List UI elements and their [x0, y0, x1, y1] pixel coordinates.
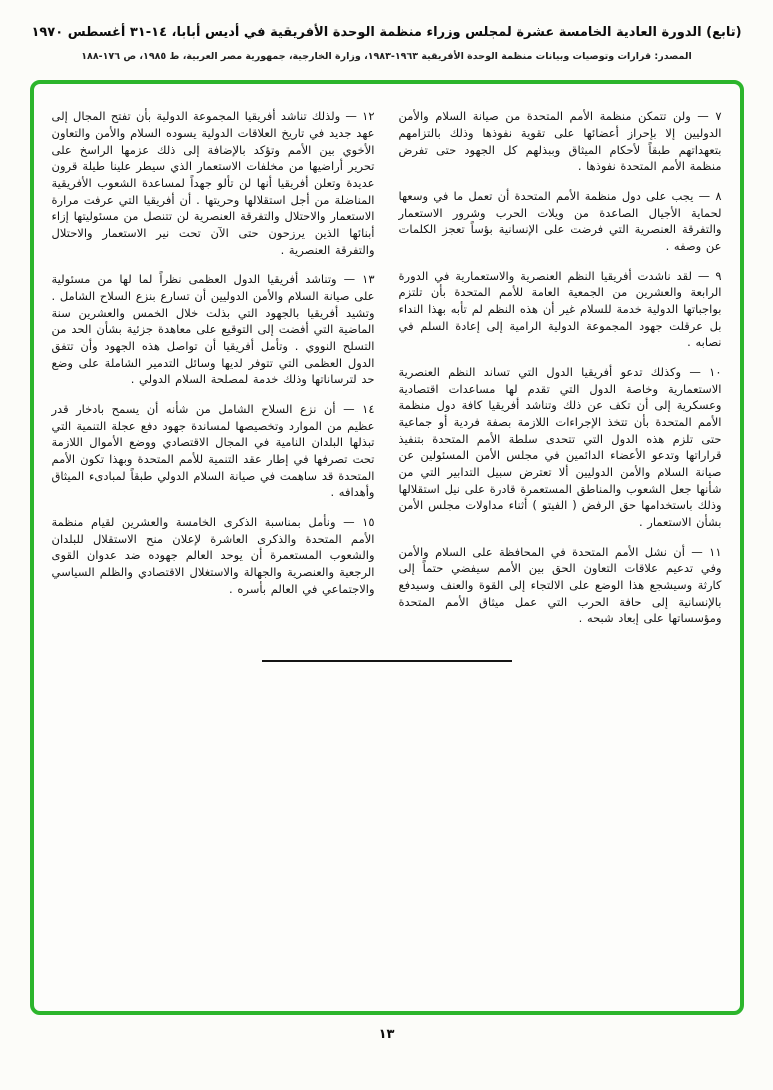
- paragraph-9: ٩ — لقد ناشدت أفريقيا النظم العنصرية والاستعمارية في الدورة الرابعة والعشرين من الجمعية العامة للأمم المتحدة بأن تلتزم بواجباتها الدولية خدمة للسلام غير أن هذه النظم لم تأبه بهذا النداء بل عرقلت جهود المجموعة الدولية الرامية إلى إعادة السلم في نصابه .: [398, 268, 722, 350]
- paragraph-15: ١٥ — ونأمل بمناسبة الذكرى الخامسة والعشرين لقيام منظمة الأمم المتحدة والذكرى العاشرة لإعلان منح الاستقلال للبلدان والشعوب المستعمرة أن يوحد العالم جهوده ضد عدوان القوى الرجعية والعنصرية والجهالة والاستغلال الاقتصادي والظلم السياسي والاجتماعي في العالم بأسره .: [51, 514, 375, 596]
- paragraph-8: ٨ — يجب على دول منظمة الأمم المتحدة أن تعمل ما في وسعها لحماية الأجيال الصاعدة من ويلات الحرب وشرور الاستعمار والتفرقة العنصرية التي فرضت على الإنسانية بؤساً تعجز الكلمات عن وصفه .: [398, 188, 722, 253]
- document-title: (تابع) الدورة العادية الخامسة عشرة لمجلس وزراء منظمة الوحدة الأفريقية في أديس أبابا، ١٤-٣١ أغسطس ١٩٧٠: [31, 25, 742, 40]
- paragraph-11: ١١ — أن نشل الأمم المتحدة في المحافظة على السلام والأمن وفي تدعيم علاقات التعاون الحق بين الأمم سيفضي حتماً إلى كارثة وسيشجع هذا الوضع على الالتجاء إلى القوة والعنف وسيدفع بالإنسانية إلى حافة الحرب التي عمل ميثاق الأمم المتحدة ومؤسساتها على إبعاد شبحه .: [398, 544, 722, 626]
- page-number: ١٣: [378, 1027, 395, 1043]
- document-header: [0, 0, 773, 62]
- end-divider: [262, 660, 512, 662]
- paragraph-14: ١٤ — أن نزع السلاح الشامل من شأنه أن يسمح بادخار قدر عظيم من الموارد وتخصيصها لمساندة جهود دفع عجلة التنمية التي تبذلها البلدان النامية في المجال الاقتصادي ووضع الأموال اللازمة تحت تصرفها في إطار عقد التنمية للأمم المتحدة وبهذا تكون الأمم المتحدة قد ساهمت في صيانة السلام الدولي طبقاً لمبادىء الميثاق وأهدافه .: [51, 401, 375, 500]
- source-citation: المصدر: قرارات وتوصيات وبيانات منظمة الوحدة الأفريقية ١٩٦٣-١٩٨٣، وزارة الخارجية، جمهورية مصر العربية، ط ١٩٨٥، ص ١٧٦-١٨٨: [81, 51, 692, 63]
- column-left: [52, 108, 375, 640]
- paragraph-13: ١٣ — وتناشد أفريقيا الدول العظمى نظراً لما لها من مسئولية على صيانة السلام والأمن الدوليين أن تسارع بنزع السلاح الشامل . وتشيد أفريقيا بالجهود التي بذلت خلال الخمس والعشرين سنة الماضية التي أفضت إلى التوقيع على معاهدة جزئية بشأن الحد من التسلح النووي . وتأمل أفريقيا أن تواصل هذه الجهود وأن تتفق الدول العظمى التي تتوفر لديها وسائل التدمير الشاملة على وضع حد لترساناتها وذلك خدمة لمصلحة السلام الدولي .: [51, 272, 375, 387]
- column-right: [399, 108, 722, 640]
- content-frame: [30, 80, 744, 1015]
- text-columns: [52, 108, 722, 640]
- paragraph-10: ١٠ — وكذلك تدعو أفريقيا الدول التي تساند النظم العنصرية الاستعمارية وخاصة الدول التي تقدم لها مساعدات اقتصادية وعسكرية إلى أن تكف عن ذلك وتناشد أفريقيا كافة دول منظمة الأمم المتحدة بأن تتخذ الإجراءات اللازمة بصفة فردية أو جماعية حتى تلزم هذه الدول التي تتحدى سلطة الأمم المتحدة بتنفيذ قراراتها وتدعو الأعضاء الدائمين في مجلس الأمن المسئولين عن صيانة السلام والأمن الدوليين ألا تعترض سبيل التدابير التي من شأنها جعل الشعوب والمناطق المستعمرة قادرة على نيل استقلالها وذلك باستخدامها حق الرفض ( الفيتو ) أثناء مداولات مجلس الأمن بشأن الاستعمار .: [398, 364, 722, 529]
- paragraph-7: ٧ — ولن تتمكن منظمة الأمم المتحدة من صيانة السلام والأمن الدوليين إلا بإحراز أعضائها على تقوية نفوذها وذلك بالتزامهم بتعهداتهم طبقاً لأحكام الميثاق وببذلهم كل الجهود حتى تفرض منظمة الأمم المتحدة نفوذها .: [398, 109, 722, 174]
- paragraph-12: ١٢ — ولذلك تناشد أفريقيا المجموعة الدولية بأن تفتح المجال إلى عهد جديد في تاريخ العلاقات الدولية يسوده السلام والأمن والتعاون الأخوي بين الأمم وتؤكد بالإضافة إلى ذلك عزمها الراسخ على تحرير أراضيها من مخلفات الاستعمار الذي سيطر علينا طيلة قرون عديدة وتعلن أفريقيا أنها لن تألو جهداً لمساعدة الشعوب الأفريقية المناضلة من أجل استقلالها وحريتها . أن أفريقيا التي عرفت مرارة الاستعمار والاحتلال والتفرقة العنصرية لن تتنصل من مسئوليتها إزاء أبنائها الذين يرزحون حتى الآن تحت نير الاستعمار والاحتلال والتفرقة العنصرية .: [51, 109, 375, 257]
